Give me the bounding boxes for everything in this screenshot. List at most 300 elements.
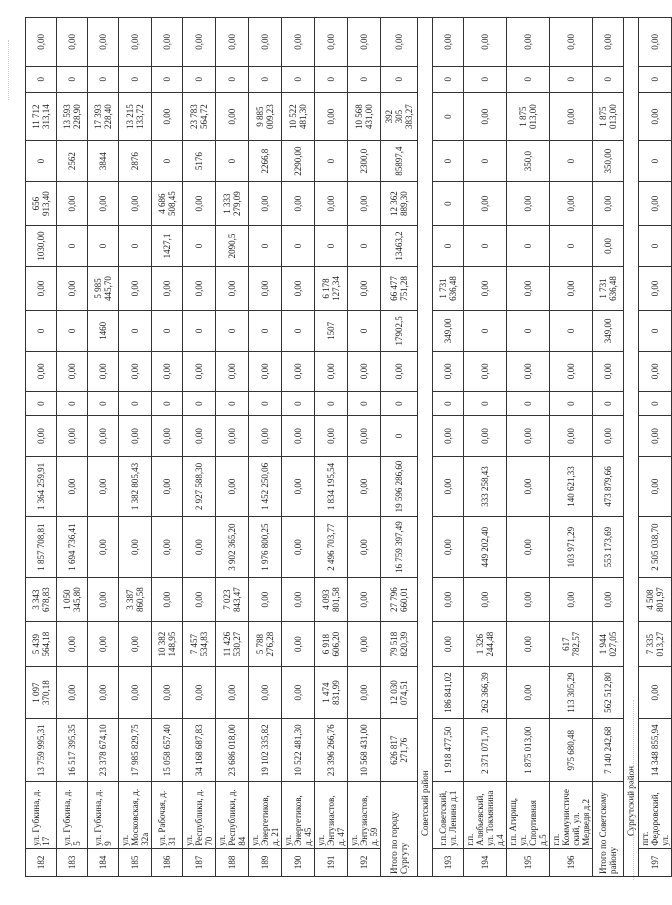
value-cell: 0,00 bbox=[639, 351, 672, 391]
row-number: 185 bbox=[119, 848, 152, 876]
value-cell: 0 bbox=[282, 392, 315, 416]
address-cell: ул. Рабочая, д. 31 bbox=[152, 782, 183, 849]
value-cell: 0 bbox=[282, 311, 315, 351]
value-cell: 1 857 708,81 bbox=[26, 517, 57, 578]
total-label: Итого по городу Сургуту bbox=[381, 782, 418, 877]
value-cell: 0,00 bbox=[216, 416, 249, 456]
value-cell: 0 bbox=[550, 226, 593, 266]
value-cell: 0 bbox=[249, 311, 282, 351]
value-cell: 1 474 831,99 bbox=[315, 666, 348, 719]
value-cell: 5 788 276,28 bbox=[249, 622, 282, 666]
value-cell: 0,00 bbox=[464, 351, 507, 391]
value-cell: 0 bbox=[433, 181, 464, 225]
value-cell: 2 371 071,70 bbox=[464, 719, 507, 782]
value-cell: 0,00 bbox=[26, 266, 57, 310]
value-cell: 0 bbox=[639, 141, 672, 181]
value-cell: 0,00 bbox=[348, 622, 381, 666]
value-cell: 0,00 bbox=[88, 181, 119, 225]
value-cell: 392 305 383,27 bbox=[381, 92, 418, 141]
value-cell: 0 bbox=[507, 392, 550, 416]
value-cell: 0,00 bbox=[639, 666, 672, 719]
table-body bbox=[26, 18, 672, 877]
value-cell: 0 bbox=[57, 311, 88, 351]
value-cell: 0 bbox=[381, 66, 418, 92]
value-cell: 0,00 bbox=[282, 351, 315, 391]
value-cell: 0 bbox=[348, 66, 381, 92]
total-row bbox=[381, 18, 418, 877]
value-cell: 10 522 481,30 bbox=[282, 719, 315, 782]
value-cell: 1 976 800,25 bbox=[249, 517, 282, 578]
value-cell: 1 364 259,91 bbox=[26, 456, 57, 517]
value-cell: 0,00 bbox=[315, 18, 348, 67]
value-cell: 0 bbox=[249, 392, 282, 416]
value-cell: 0,00 bbox=[119, 18, 152, 67]
table-row bbox=[152, 18, 183, 877]
value-cell: 0,00 bbox=[57, 181, 88, 225]
value-cell: 2 505 038,70 bbox=[639, 517, 672, 578]
value-cell: 1 918 477,50 bbox=[433, 719, 464, 782]
address-cell: пгт. Федоровский, ул. bbox=[639, 782, 672, 849]
value-cell: 0,00 bbox=[26, 18, 57, 67]
value-cell: 975 680,48 bbox=[550, 719, 593, 782]
value-cell: 103 971,29 bbox=[550, 517, 593, 578]
value-cell: 0,00 bbox=[119, 517, 152, 578]
value-cell: 1 944 027,05 bbox=[593, 622, 624, 666]
value-cell: 0,00 bbox=[507, 517, 550, 578]
value-cell: 0 bbox=[315, 66, 348, 92]
value-cell: 5176 bbox=[183, 141, 216, 181]
row-number: 183 bbox=[57, 848, 88, 876]
value-cell: 0 bbox=[433, 66, 464, 92]
value-cell: 0 bbox=[88, 66, 119, 92]
value-cell: 1 382 805,43 bbox=[119, 456, 152, 517]
value-cell: 113 305,29 bbox=[550, 666, 593, 719]
value-cell: 0,00 bbox=[348, 266, 381, 310]
value-cell: 0 bbox=[152, 66, 183, 92]
value-cell: 17902,5 bbox=[381, 311, 418, 351]
value-cell: 0 bbox=[57, 392, 88, 416]
value-cell: 10 568 431,00 bbox=[348, 719, 381, 782]
value-cell: 0 bbox=[433, 392, 464, 416]
value-cell: 350,00 bbox=[593, 141, 624, 181]
value-cell: 0,00 bbox=[593, 226, 624, 266]
row-number: 187 bbox=[183, 848, 216, 876]
address-cell: ул. Губкина, д. 5 bbox=[57, 782, 88, 849]
value-cell: 0,00 bbox=[152, 266, 183, 310]
value-cell: 3844 bbox=[88, 141, 119, 181]
value-cell: 656 913,40 bbox=[26, 181, 57, 225]
value-cell: 0,00 bbox=[152, 351, 183, 391]
value-cell: 0 bbox=[119, 226, 152, 266]
value-cell: 0,00 bbox=[216, 351, 249, 391]
value-cell: 0 bbox=[249, 66, 282, 92]
value-cell: 0 bbox=[183, 311, 216, 351]
value-cell: 1 694 736,41 bbox=[57, 517, 88, 578]
value-cell: 0,00 bbox=[216, 92, 249, 141]
value-cell: 0,00 bbox=[249, 577, 282, 621]
value-cell: 0,00 bbox=[433, 18, 464, 67]
value-cell: 23 378 674,10 bbox=[88, 719, 119, 782]
value-cell: 2562 bbox=[57, 141, 88, 181]
value-cell: 0,00 bbox=[348, 517, 381, 578]
address-cell: г.п. Агирищ, ул. Спортивная д.5 bbox=[507, 782, 550, 849]
value-cell: 0,00 bbox=[433, 351, 464, 391]
address-cell: ул. Энтузиастов, д. 47 bbox=[315, 782, 348, 849]
value-cell: 1460 bbox=[88, 311, 119, 351]
capital-repair-table bbox=[25, 17, 672, 877]
address-cell: ул. Губкина, д. 9 bbox=[88, 782, 119, 849]
value-cell: 349,00 bbox=[433, 311, 464, 351]
value-cell: 0,00 bbox=[282, 456, 315, 517]
value-cell: 0 bbox=[216, 311, 249, 351]
value-cell: 0,00 bbox=[88, 18, 119, 67]
value-cell: 0,00 bbox=[57, 266, 88, 310]
value-cell: 2290,00 bbox=[282, 141, 315, 181]
value-cell: 12 362 889,30 bbox=[381, 181, 418, 225]
value-cell: 0,00 bbox=[433, 456, 464, 517]
value-cell: 0 bbox=[433, 141, 464, 181]
value-cell: 0,00 bbox=[282, 517, 315, 578]
address-cell: ул. Энергетиков, д. 21 bbox=[249, 782, 282, 849]
value-cell: 7 335 013,27 bbox=[639, 622, 672, 666]
value-cell: 0,00 bbox=[464, 181, 507, 225]
value-cell: 0,00 bbox=[216, 266, 249, 310]
value-cell: 6 918 606,20 bbox=[315, 622, 348, 666]
value-cell: 1 731 636,48 bbox=[433, 266, 464, 310]
value-cell: 0,00 bbox=[119, 622, 152, 666]
value-cell: 553 173,69 bbox=[593, 517, 624, 578]
value-cell: 1427,1 bbox=[152, 226, 183, 266]
value-cell: 0,00 bbox=[216, 456, 249, 517]
value-cell: 0 bbox=[26, 311, 57, 351]
value-cell: 1030,00 bbox=[26, 226, 57, 266]
value-cell: 262 366,39 bbox=[464, 666, 507, 719]
value-cell: 0,00 bbox=[550, 266, 593, 310]
table-row bbox=[119, 18, 152, 877]
value-cell: 186 841,02 bbox=[433, 666, 464, 719]
row-number: 197 bbox=[639, 848, 672, 876]
value-cell: 0,00 bbox=[507, 666, 550, 719]
value-cell: 0,00 bbox=[152, 416, 183, 456]
table-row bbox=[507, 18, 550, 877]
value-cell: 12 030 074,51 bbox=[381, 666, 418, 719]
value-cell: 1 452 250,06 bbox=[249, 456, 282, 517]
value-cell: 2 496 703,77 bbox=[315, 517, 348, 578]
value-cell: 0 bbox=[550, 392, 593, 416]
table-row bbox=[348, 18, 381, 877]
value-cell: 0,00 bbox=[282, 18, 315, 67]
value-cell: 10 568 431,00 bbox=[348, 92, 381, 141]
value-cell: 0 bbox=[57, 226, 88, 266]
value-cell: 0,00 bbox=[57, 456, 88, 517]
value-cell: 0 bbox=[216, 392, 249, 416]
value-cell: 0 bbox=[507, 66, 550, 92]
total-row bbox=[593, 18, 624, 877]
value-cell: 1 834 195,54 bbox=[315, 456, 348, 517]
value-cell: 1 326 244,48 bbox=[464, 622, 507, 666]
value-cell: 0,00 bbox=[550, 181, 593, 225]
table-row bbox=[550, 18, 593, 877]
value-cell: 0 bbox=[183, 392, 216, 416]
value-cell: 7 140 242,68 bbox=[593, 719, 624, 782]
row-number: 189 bbox=[249, 848, 282, 876]
value-cell: 0,00 bbox=[249, 18, 282, 67]
value-cell: 0,00 bbox=[348, 181, 381, 225]
value-cell: 0 bbox=[507, 226, 550, 266]
value-cell: 0 bbox=[119, 392, 152, 416]
value-cell: 0,00 bbox=[315, 181, 348, 225]
value-cell: 0,00 bbox=[464, 416, 507, 456]
value-cell: 0,00 bbox=[464, 577, 507, 621]
value-cell: 1 050 345,80 bbox=[57, 577, 88, 621]
value-cell: 13463,2 bbox=[381, 226, 418, 266]
row-number: 184 bbox=[88, 848, 119, 876]
value-cell: 0,00 bbox=[183, 18, 216, 67]
value-cell: 0,00 bbox=[183, 577, 216, 621]
section-title: Сургутский район bbox=[624, 18, 639, 877]
value-cell: 0,00 bbox=[507, 351, 550, 391]
row-number: 195 bbox=[507, 848, 550, 876]
value-cell: 10 382 148,95 bbox=[152, 622, 183, 666]
row-number: 192 bbox=[348, 848, 381, 876]
value-cell: 3 343 678,83 bbox=[26, 577, 57, 621]
value-cell: 7 457 534,83 bbox=[183, 622, 216, 666]
value-cell: 0 bbox=[464, 141, 507, 181]
value-cell: 0,00 bbox=[433, 517, 464, 578]
value-cell: 11 712 313,14 bbox=[26, 92, 57, 141]
value-cell: 0,00 bbox=[152, 18, 183, 67]
value-cell: 4 508 801,97 bbox=[639, 577, 672, 621]
value-cell: 0,00 bbox=[57, 622, 88, 666]
value-cell: 0,00 bbox=[315, 416, 348, 456]
address-cell: ул. Республики, д. 70 bbox=[183, 782, 216, 849]
value-cell: 0,00 bbox=[507, 622, 550, 666]
value-cell: 0,00 bbox=[593, 351, 624, 391]
value-cell: 0,00 bbox=[348, 577, 381, 621]
value-cell: 0,00 bbox=[152, 92, 183, 141]
value-cell: 0,00 bbox=[433, 622, 464, 666]
value-cell: 0,00 bbox=[57, 666, 88, 719]
value-cell: 0,00 bbox=[282, 577, 315, 621]
value-cell: 0,00 bbox=[282, 416, 315, 456]
value-cell: 0,00 bbox=[57, 351, 88, 391]
value-cell: 0 bbox=[639, 311, 672, 351]
value-cell: 0,00 bbox=[183, 181, 216, 225]
value-cell: 0 bbox=[26, 66, 57, 92]
table-row bbox=[88, 18, 119, 877]
value-cell: 0,00 bbox=[57, 416, 88, 456]
value-cell: 1 097 370,18 bbox=[26, 666, 57, 719]
value-cell: 19 596 286,60 bbox=[381, 456, 418, 517]
value-cell: 0,00 bbox=[507, 266, 550, 310]
value-cell: 1 731 636,48 bbox=[593, 266, 624, 310]
value-cell: 2300,0 bbox=[348, 141, 381, 181]
value-cell: 0,00 bbox=[152, 577, 183, 621]
value-cell: 0 bbox=[433, 226, 464, 266]
value-cell: 0 bbox=[464, 66, 507, 92]
value-cell: 0 bbox=[464, 311, 507, 351]
value-cell: 0,00 bbox=[550, 18, 593, 67]
value-cell: 0 bbox=[119, 66, 152, 92]
value-cell: 0,00 bbox=[88, 351, 119, 391]
value-cell: 0,00 bbox=[88, 577, 119, 621]
value-cell: 0,00 bbox=[348, 666, 381, 719]
value-cell: 0 bbox=[315, 392, 348, 416]
value-cell: 0,00 bbox=[639, 18, 672, 67]
value-cell: 13 215 133,72 bbox=[119, 92, 152, 141]
value-cell: 0 bbox=[183, 226, 216, 266]
value-cell: 13 593 228,90 bbox=[57, 92, 88, 141]
value-cell: 1 875 013,00 bbox=[593, 92, 624, 141]
value-cell: 1 333 279,09 bbox=[216, 181, 249, 225]
value-cell: 0,00 bbox=[639, 92, 672, 141]
value-cell: 0,00 bbox=[183, 416, 216, 456]
value-cell: 0,00 bbox=[88, 666, 119, 719]
value-cell: 6 178 127,34 bbox=[315, 266, 348, 310]
value-cell: 0,00 bbox=[249, 666, 282, 719]
value-cell: 15 058 657,40 bbox=[152, 719, 183, 782]
table-row bbox=[464, 18, 507, 877]
value-cell: 0,00 bbox=[550, 416, 593, 456]
value-cell: 0,00 bbox=[639, 456, 672, 517]
value-cell: 23 396 266,76 bbox=[315, 719, 348, 782]
value-cell: 0,00 bbox=[348, 416, 381, 456]
value-cell: 66 477 751,28 bbox=[381, 266, 418, 310]
value-cell: 9 885 009,23 bbox=[249, 92, 282, 141]
row-number: 196 bbox=[550, 848, 593, 876]
table-row bbox=[282, 18, 315, 877]
value-cell: 0 bbox=[348, 392, 381, 416]
row-number: 193 bbox=[433, 848, 464, 876]
address-cell: г.п. Коммунистиче ский, ул. Медведя д.2 bbox=[550, 782, 593, 849]
value-cell: 0,00 bbox=[315, 351, 348, 391]
value-cell: 0,00 bbox=[639, 181, 672, 225]
value-cell: 0 bbox=[550, 311, 593, 351]
value-cell: 11 426 530,27 bbox=[216, 622, 249, 666]
value-cell: 23 686 018,00 bbox=[216, 719, 249, 782]
value-cell: 0,00 bbox=[593, 577, 624, 621]
value-cell: 473 879,66 bbox=[593, 456, 624, 517]
value-cell: 0 bbox=[315, 141, 348, 181]
value-cell: 13 759 995,31 bbox=[26, 719, 57, 782]
value-cell: 0 bbox=[57, 66, 88, 92]
value-cell: 0,00 bbox=[507, 416, 550, 456]
value-cell: 0 bbox=[639, 226, 672, 266]
value-cell: 0,00 bbox=[183, 351, 216, 391]
address-cell: г.п. Алябьевский, ул. Токмянина д.4 bbox=[464, 782, 507, 849]
value-cell: 79 518 820,39 bbox=[381, 622, 418, 666]
value-cell: 0,00 bbox=[507, 577, 550, 621]
value-cell: 0,00 bbox=[593, 416, 624, 456]
value-cell: 0,00 bbox=[26, 351, 57, 391]
value-cell: 1 875 013,00 bbox=[507, 92, 550, 141]
value-cell: 27 796 660,01 bbox=[381, 577, 418, 621]
value-cell: 0,00 bbox=[119, 351, 152, 391]
value-cell: 0,00 bbox=[593, 18, 624, 67]
value-cell: 0 bbox=[282, 226, 315, 266]
value-cell: 0,00 bbox=[183, 266, 216, 310]
value-cell: 10 522 481,30 bbox=[282, 92, 315, 141]
value-cell: 0,00 bbox=[433, 577, 464, 621]
value-cell: 0,00 bbox=[639, 416, 672, 456]
value-cell: 2266,8 bbox=[249, 141, 282, 181]
value-cell: 0 bbox=[593, 392, 624, 416]
section-header-row bbox=[624, 18, 639, 877]
value-cell: 0,00 bbox=[88, 622, 119, 666]
value-cell: 0,00 bbox=[152, 517, 183, 578]
value-cell: 4 093 801,58 bbox=[315, 577, 348, 621]
value-cell: 16 759 397,49 bbox=[381, 517, 418, 578]
value-cell: 0 bbox=[88, 226, 119, 266]
row-number: 182 bbox=[26, 848, 57, 876]
value-cell: 0,00 bbox=[282, 666, 315, 719]
value-cell: 0 bbox=[593, 66, 624, 92]
value-cell: 0,00 bbox=[88, 416, 119, 456]
address-cell: ул. Энергетиков, д. 45 bbox=[282, 782, 315, 849]
table-row bbox=[433, 18, 464, 877]
value-cell: 140 621,33 bbox=[550, 456, 593, 517]
value-cell: 23 783 564,72 bbox=[183, 92, 216, 141]
value-cell: 449 202,40 bbox=[464, 517, 507, 578]
value-cell: 0,00 bbox=[282, 266, 315, 310]
table-row bbox=[57, 18, 88, 877]
address-cell: ул. Московская, д. 32а bbox=[119, 782, 152, 849]
value-cell: 0 bbox=[282, 66, 315, 92]
table-row bbox=[183, 18, 216, 877]
address-cell: ул. Энтузиастов, д. 59 bbox=[348, 782, 381, 849]
value-cell: 0,00 bbox=[507, 18, 550, 67]
value-cell: 0 bbox=[550, 66, 593, 92]
row-number: 191 bbox=[315, 848, 348, 876]
value-cell: 16 517 395,35 bbox=[57, 719, 88, 782]
value-cell: 0 bbox=[216, 141, 249, 181]
rotated-table-container bbox=[25, 17, 670, 877]
table-row bbox=[216, 18, 249, 877]
value-cell: 0 bbox=[348, 311, 381, 351]
value-cell: 5 985 445,70 bbox=[88, 266, 119, 310]
value-cell: 0 bbox=[88, 392, 119, 416]
total-label: Итого по Советскому району bbox=[593, 782, 624, 877]
value-cell: 0,00 bbox=[249, 181, 282, 225]
value-cell: 0,00 bbox=[507, 181, 550, 225]
value-cell: 0,00 bbox=[26, 416, 57, 456]
value-cell: 0,00 bbox=[119, 666, 152, 719]
value-cell: 0 bbox=[152, 392, 183, 416]
value-cell: 0 bbox=[152, 311, 183, 351]
value-cell: 0,00 bbox=[249, 416, 282, 456]
value-cell: 2876 bbox=[119, 141, 152, 181]
value-cell: 0,00 bbox=[315, 92, 348, 141]
value-cell: 0,00 bbox=[433, 416, 464, 456]
value-cell: 0,00 bbox=[381, 351, 418, 391]
value-cell: 0,00 bbox=[282, 622, 315, 666]
value-cell: 0 bbox=[464, 226, 507, 266]
value-cell: 1507 bbox=[315, 311, 348, 351]
table-row bbox=[639, 18, 672, 877]
value-cell: 0 bbox=[152, 141, 183, 181]
value-cell: 0,00 bbox=[119, 266, 152, 310]
value-cell: 34 168 687,83 bbox=[183, 719, 216, 782]
value-cell: 7 023 843,47 bbox=[216, 577, 249, 621]
value-cell: 0,00 bbox=[183, 517, 216, 578]
scan-margin-mark bbox=[8, 40, 10, 100]
table-row bbox=[249, 18, 282, 877]
value-cell: 0 bbox=[26, 392, 57, 416]
value-cell: 0 bbox=[381, 392, 418, 416]
section-header-row bbox=[418, 18, 433, 877]
value-cell: 0,00 bbox=[216, 666, 249, 719]
value-cell: 0,00 bbox=[550, 577, 593, 621]
